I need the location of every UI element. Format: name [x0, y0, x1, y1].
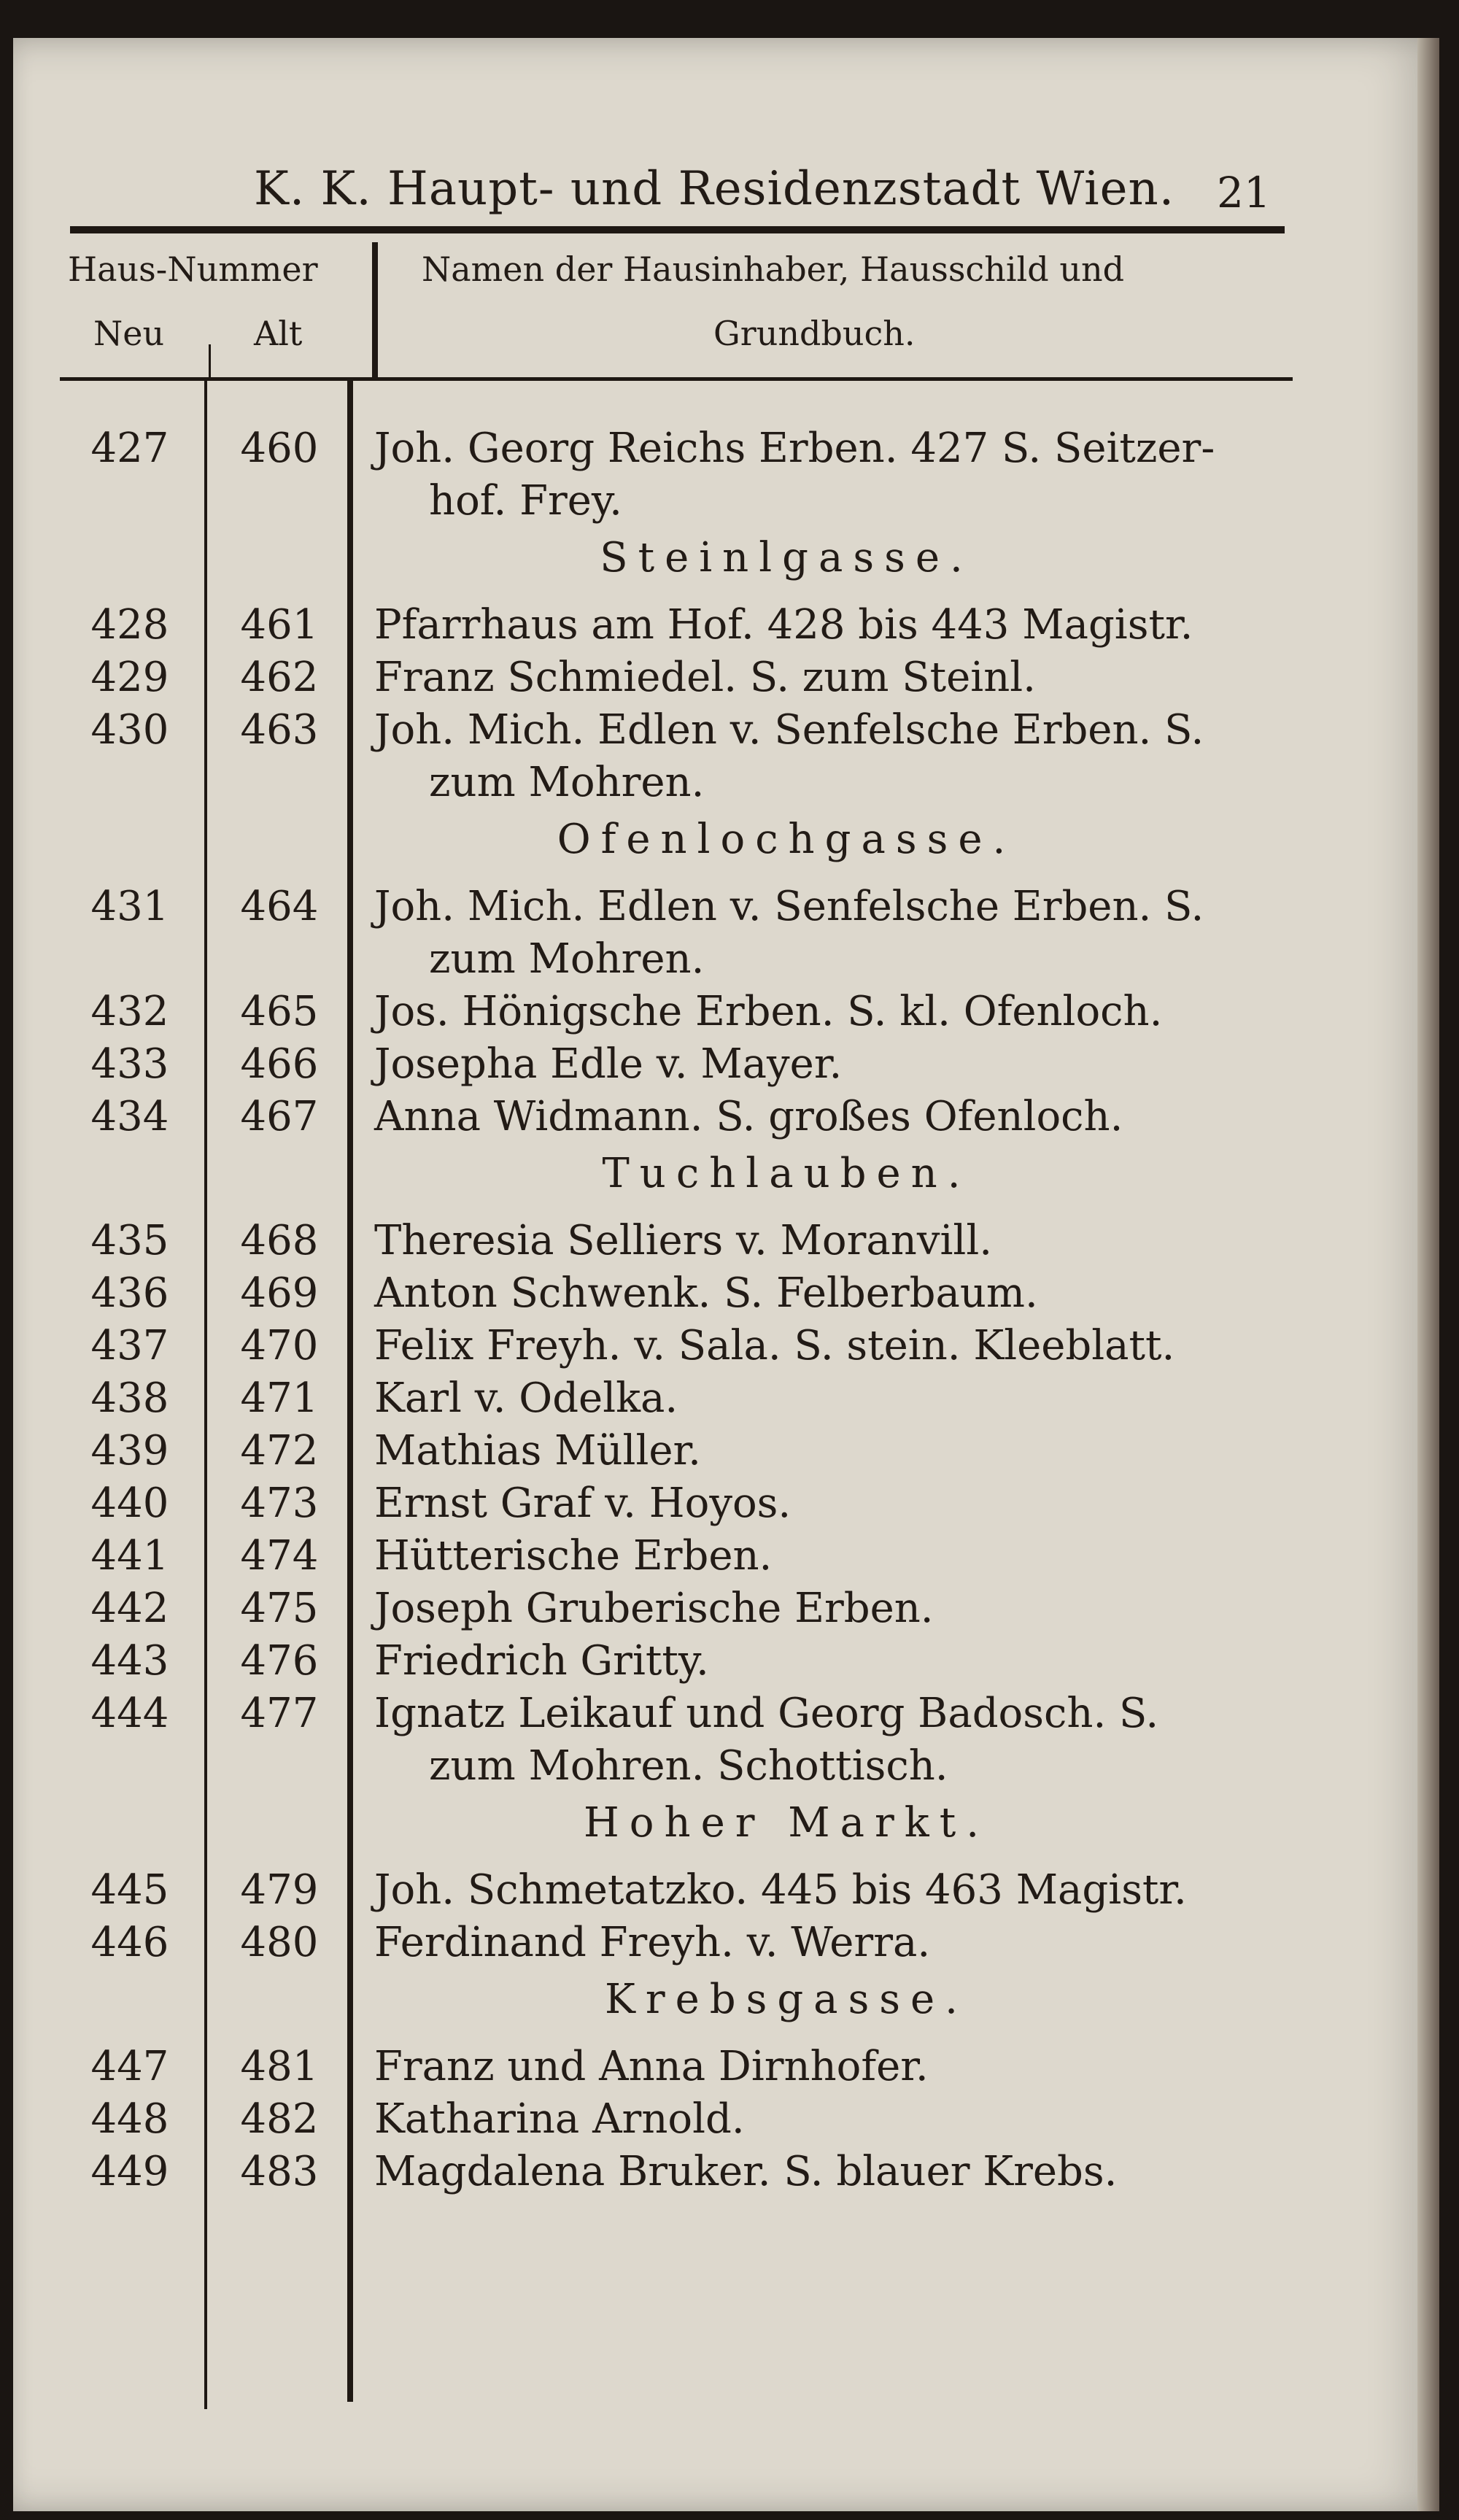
- owner-entry-continuation: zum Mohren.: [429, 759, 705, 806]
- owner-entry: Ignatz Leikauf und Georg Badosch. S.: [374, 1690, 1159, 1737]
- house-number-new: 437: [90, 1322, 169, 1369]
- header-neu: Neu: [93, 314, 165, 353]
- house-number-old: 481: [240, 2043, 319, 2090]
- house-number-new: 438: [90, 1375, 169, 1422]
- owner-entry: Joh. Mich. Edlen v. Senfelsche Erben. S.: [374, 706, 1204, 754]
- running-head: K. K. Haupt- und Residenzstadt Wien.: [254, 162, 1175, 216]
- house-number-new: 441: [90, 1532, 169, 1580]
- header-namen-line2: Grundbuch.: [713, 314, 916, 353]
- house-number-new: 427: [90, 425, 169, 472]
- header-namen-line1: Namen der Hausinhaber, Hausschild und: [422, 250, 1125, 289]
- header-alt: Alt: [254, 314, 303, 353]
- owner-entry: Joh. Mich. Edlen v. Senfelsche Erben. S.: [374, 883, 1204, 930]
- house-number-old: 464: [240, 883, 319, 930]
- owner-entry: Felix Freyh. v. Sala. S. stein. Kleeblatt.: [374, 1322, 1175, 1369]
- owner-entry: Franz und Anna Dirnhofer.: [374, 2043, 929, 2090]
- house-number-new: 443: [90, 1637, 169, 1685]
- owner-entry: Mathias Müller.: [374, 1427, 701, 1474]
- header-top-rule: [70, 226, 1285, 233]
- house-number-new: 430: [90, 706, 169, 754]
- owner-entry: Joh. Georg Reichs Erben. 427 S. Seitzer-: [374, 425, 1215, 472]
- house-number-old: 479: [240, 1866, 319, 1914]
- house-number-old: 474: [240, 1532, 319, 1580]
- house-number-old: 469: [240, 1269, 319, 1317]
- house-number-new: 449: [90, 2148, 169, 2195]
- house-number-old: 462: [240, 654, 319, 701]
- house-number-new: 447: [90, 2043, 169, 2090]
- house-number-old: 480: [240, 1919, 319, 1966]
- owner-entry: Joh. Schmetatzko. 445 bis 463 Magistr.: [374, 1866, 1187, 1914]
- house-number-new: 429: [90, 654, 169, 701]
- house-number-old: 471: [240, 1375, 319, 1422]
- house-number-new: 444: [90, 1690, 169, 1737]
- house-number-old: 467: [240, 1093, 319, 1140]
- house-number-old: 472: [240, 1427, 319, 1474]
- header-haus-nummer: Haus-Nummer: [68, 250, 318, 289]
- house-number-old: 483: [240, 2148, 319, 2195]
- owner-entry-continuation: zum Mohren. Schottisch.: [429, 1742, 948, 1790]
- owner-entry: Anton Schwenk. S. Felberbaum.: [374, 1269, 1038, 1317]
- house-number-new: 442: [90, 1585, 169, 1632]
- house-number-new: 428: [90, 601, 169, 649]
- header-neu-alt-divider: [209, 344, 211, 377]
- owner-entry-continuation: zum Mohren.: [429, 935, 705, 983]
- house-number-new: 446: [90, 1919, 169, 1966]
- owner-entry: Franz Schmiedel. S. zum Steinl.: [374, 654, 1036, 701]
- house-number-old: 463: [240, 706, 319, 754]
- house-number-old: 477: [240, 1690, 319, 1737]
- owner-entry: Katharina Arnold.: [374, 2095, 745, 2143]
- book-page: [13, 38, 1439, 2511]
- owner-entry: Anna Widmann. S. großes Ofenloch.: [374, 1093, 1123, 1140]
- house-number-new: 448: [90, 2095, 169, 2143]
- street-heading: Steinlgasse.: [600, 534, 973, 581]
- owner-entry: Magdalena Bruker. S. blauer Krebs.: [374, 2148, 1118, 2195]
- house-number-old: 460: [240, 425, 319, 472]
- house-number-old: 465: [240, 988, 319, 1035]
- street-heading: Ofenlochgasse.: [557, 816, 1016, 863]
- page-binding-shadow: [1417, 38, 1439, 2511]
- house-number-old: 476: [240, 1637, 319, 1685]
- header-bottom-rule: [60, 377, 1293, 381]
- house-number-new: 431: [90, 883, 169, 930]
- owner-entry: Theresia Selliers v. Moranvill.: [374, 1217, 993, 1264]
- house-number-old: 468: [240, 1217, 319, 1264]
- house-number-new: 433: [90, 1040, 169, 1088]
- house-number-new: 434: [90, 1093, 169, 1140]
- house-number-new: 435: [90, 1217, 169, 1264]
- page-number: 21: [1217, 168, 1271, 217]
- owner-entry: Pfarrhaus am Hof. 428 bis 443 Magistr.: [374, 601, 1193, 649]
- owner-entry: Hütterische Erben.: [374, 1532, 773, 1580]
- owner-entry: Joseph Gruberische Erben.: [374, 1585, 934, 1632]
- house-number-old: 473: [240, 1480, 319, 1527]
- house-number-old: 461: [240, 601, 319, 649]
- house-number-new: 445: [90, 1866, 169, 1914]
- owner-entry: Jos. Hönigsche Erben. S. kl. Ofenloch.: [374, 988, 1163, 1035]
- house-number-old: 470: [240, 1322, 319, 1369]
- house-number-new: 432: [90, 988, 169, 1035]
- street-heading: Hoher Markt.: [583, 1799, 990, 1847]
- owner-entry-continuation: hof. Frey.: [429, 477, 622, 525]
- owner-entry: Friedrich Gritty.: [374, 1637, 709, 1685]
- owner-entry: Karl v. Odelka.: [374, 1375, 678, 1422]
- house-number-old: 482: [240, 2095, 319, 2143]
- street-heading: Krebsgasse.: [605, 1976, 968, 2023]
- street-heading: Tuchlauben.: [602, 1150, 971, 1197]
- header-column-divider: [372, 242, 378, 377]
- owner-entry: Ferdinand Freyh. v. Werra.: [374, 1919, 931, 1966]
- owner-entry: Ernst Graf v. Hoyos.: [374, 1480, 792, 1527]
- house-number-old: 466: [240, 1040, 319, 1088]
- house-number-new: 439: [90, 1427, 169, 1474]
- house-number-old: 475: [240, 1585, 319, 1632]
- house-number-new: 440: [90, 1480, 169, 1527]
- house-number-new: 436: [90, 1269, 169, 1317]
- owner-entry: Josepha Edle v. Mayer.: [374, 1040, 843, 1088]
